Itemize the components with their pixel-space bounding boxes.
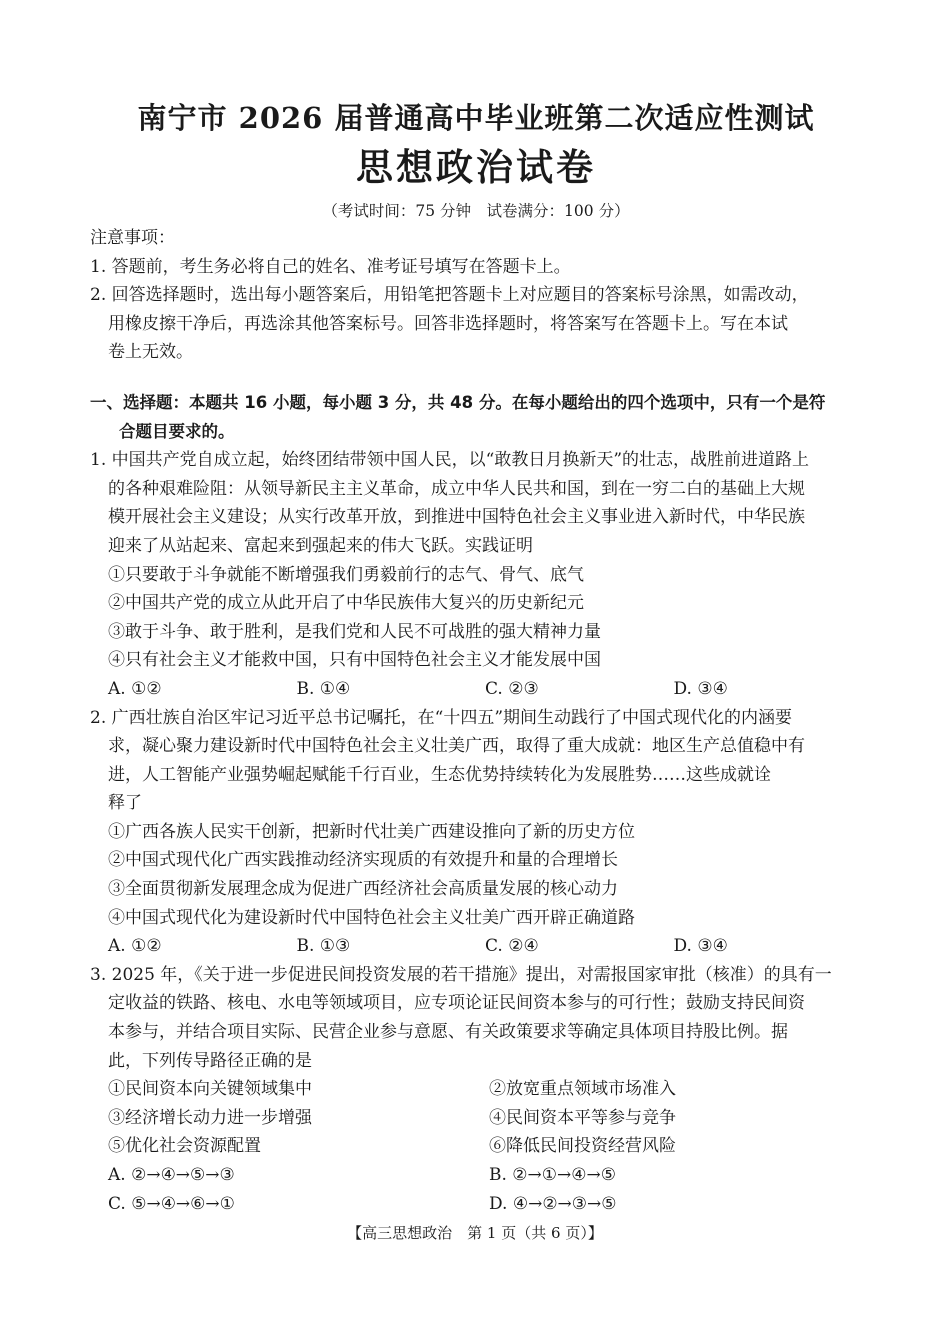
answer-options [90,675,862,704]
note-item: 2. 回答选择题时，选出每小题答案后，用铅笔把答题卡上对应题目的答案标号涂黑，如需改动， [90,285,809,306]
statement: ④民间资本平等参与竞争 [489,1107,676,1128]
note-item: 1. 答题前，考生务必将自己的姓名、准考证号填写在答题卡上。 [90,256,571,277]
question-1 [90,446,862,703]
exam-time-and-score: （考试时间：75 分钟 试卷满分：100 分） [322,202,630,220]
option-a: A. ②→④→⑤→③ [108,1165,235,1185]
option-b: B. ①④ [296,678,351,699]
statement: ②中国式现代化广西实践推动经济实现质的有效提升和量的合理增长 [108,850,618,871]
option-a: A. ①② [108,678,162,699]
page-footer: 【高三思想政治 第 1 页（共 6 页）】 [347,1224,603,1242]
option-d: D. ③④ [673,678,728,699]
statement: ①只要敢于斗争就能不断增强我们勇毅前行的志气、骨气、底气 [108,564,584,585]
statement: ②中国共产党的成立从此开启了中华民族伟大复兴的历史新纪元 [108,593,584,614]
question-3 [90,961,862,1218]
notes-block [90,224,862,367]
question-stem-line: 进，人工智能产业强势崛起赋能千行百业，生态优势持续转化为发展胜势……这些成就诠 [108,764,771,785]
question-stem-line: 的各种艰难险阻：从领导新民主主义革命，成立中华人民共和国，到在一穷二白的基础上大规 [108,478,805,499]
question-stem-line: 模开展社会主义建设；从实行改革开放，到推进中国特色社会主义事业进入新时代，中华民族 [108,507,805,528]
section-one-line2: 合题目要求的。 [119,421,235,441]
answer-options [90,1161,862,1218]
statement: ⑥降低民间投资经营风险 [489,1136,676,1157]
option-b: B. ②→①→④→⑤ [489,1165,616,1185]
note-item-continued: 用橡皮擦干净后，再选涂其他答案标号。回答非选择题时，将答案写在答题卡上。写在本试 [108,313,788,334]
statement: ⑤优化社会资源配置 [108,1136,261,1157]
option-c: C. ⑤→④→⑥→① [108,1193,235,1214]
statement: ④只有社会主义才能救中国，只有中国特色社会主义才能发展中国 [108,650,601,671]
exam-title-line1: 南宁市 2026 届普通高中毕业班第二次适应性测试 [137,101,815,135]
question-2 [90,704,862,961]
question-stem-line: 释了 [108,793,142,814]
exam-title-line2: 思想政治试卷 [356,145,596,189]
question-stem-line: 3. 2025 年，《关于进一步促进民间投资发展的若干措施》提出，对需报国家审批（核准）的具有一 [90,964,832,985]
question-stem-line: 迎来了从站起来、富起来到强起来的伟大飞跃。实践证明 [108,535,533,556]
option-d: D. ③④ [673,936,728,957]
answer-options [90,932,862,961]
statement: ①广西各族人民实干创新，把新时代壮美广西建设推向了新的历史方位 [108,821,635,842]
question-stem-line: 求，凝心聚力建设新时代中国特色社会主义壮美广西，取得了重大成就：地区生产总值稳中有 [108,736,805,757]
statement-grid [90,1075,862,1161]
statement: ③敢于斗争、敢于胜利，是我们党和人民不可战胜的强大精神力量 [108,621,601,642]
question-stem-line: 1. 中国共产党自成立起，始终团结带领中国人民，以“敢教日月换新天”的壮志，战胜前进道路上 [90,450,810,471]
note-item-continued: 卷上无效。 [108,342,193,363]
question-stem-line: 2. 广西壮族自治区牢记习近平总书记嘱托，在“十四五”期间生动践行了中国式现代化的内涵要 [90,707,793,728]
option-a: A. ①② [108,936,162,957]
option-b: B. ①③ [296,936,351,957]
option-d: D. ④→②→③→⑤ [489,1193,617,1214]
notes-heading: 注意事项： [90,228,175,248]
statement: ③经济增长动力进一步增强 [108,1107,312,1128]
question-stem-line: 此，下列传导路径正确的是 [108,1050,312,1071]
section-one-heading [90,389,862,446]
question-stem-line: 定收益的铁路、核电、水电等领域项目，应专项论证民间资本参与的可行性；鼓励支持民间资 [108,993,805,1014]
option-c: C. ②④ [485,936,539,957]
statement: ①民间资本向关键领域集中 [108,1079,312,1100]
statement: ②放宽重点领域市场准入 [489,1079,676,1100]
option-c: C. ②③ [485,678,539,699]
question-stem-line: 本参与，并结合项目实际、民营企业参与意愿、有关政策要求等确定具体项目持股比例。据 [108,1022,788,1043]
section-one-line1: 一、选择题：本题共 16 小题，每小题 3 分，共 48 分。在每小题给出的四个选项中，只有一个是符 [90,392,826,412]
statement: ③全面贯彻新发展理念成为促进广西经济社会高质量发展的核心动力 [108,879,618,900]
statement: ④中国式现代化为建设新时代中国特色社会主义壮美广西开辟正确道路 [108,907,635,928]
exam-page [90,98,862,1218]
